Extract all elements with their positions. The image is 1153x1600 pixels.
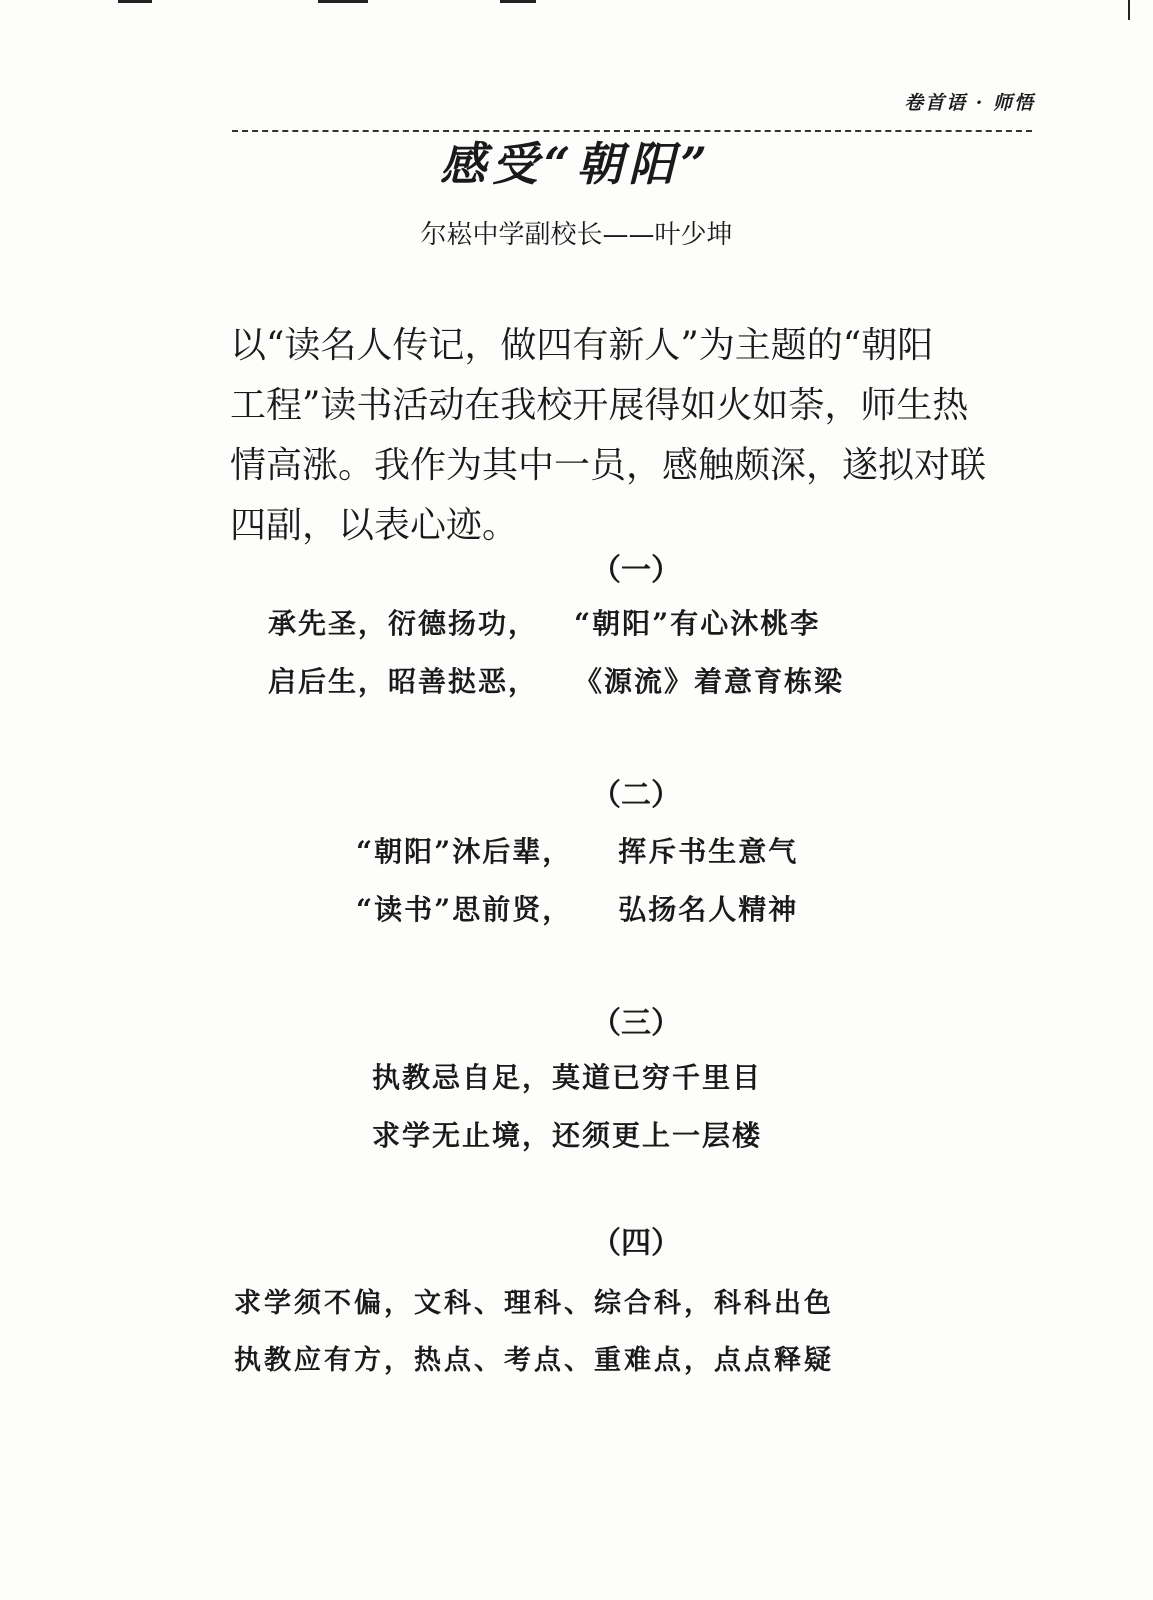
intro-line: 工程”读书活动在我校开展得如火如荼，师生热: [230, 385, 969, 426]
scan-mark-top-left: [118, 0, 152, 3]
couplet-line: 求学无止境，还须更上一层楼: [372, 1119, 763, 1152]
scan-mark-top-mid: [318, 0, 368, 3]
section-number-4: （四）: [591, 1226, 681, 1261]
running-head: 卷首语 · 师悟: [904, 92, 1035, 114]
couplet-first-half: 启后生，昭善挞恶，: [268, 665, 539, 698]
couplet-line: 执教应有方，热点、考点、重难点，点点释疑: [234, 1345, 834, 1376]
intro-paragraph: [230, 316, 1030, 556]
intro-line: 四副，以表心迹。: [230, 505, 519, 546]
couplet-line: 求学须不偏，文科、理科、综合科，科科出色: [234, 1288, 834, 1319]
intro-line: 情高涨。我作为其中一员，感触颇深，遂拟对联: [230, 445, 987, 486]
couplet-first-half: “朝阳”沐后辈，: [356, 835, 573, 868]
couplet-second-half: 弘扬名人精神: [618, 893, 799, 926]
article-title: 感受“朝阳”: [440, 137, 713, 191]
scan-mark-top-right: [1128, 0, 1130, 20]
section-number-3: （三）: [591, 1006, 681, 1041]
couplet-first-half: “读书”思前贤，: [356, 893, 573, 926]
couplet-line: [356, 830, 798, 870]
couplet-line: [356, 888, 798, 928]
couplet-second-half: 《源流》着意育栋梁: [574, 665, 845, 698]
couplet-line: [268, 660, 844, 700]
couplet-second-half: “朝阳”有心沐桃李: [574, 607, 821, 640]
author-byline: 尔崧中学副校长——叶少坤: [420, 220, 733, 250]
section-number-2: （二）: [591, 778, 681, 813]
couplet-first-half: 承先圣，衍德扬功，: [268, 607, 539, 640]
scan-mark-top-mid2: [500, 0, 536, 3]
couplet-second-half: 挥斥书生意气: [618, 835, 799, 868]
couplet-line: 执教忌自足，莫道已穷千里目: [372, 1061, 763, 1094]
couplet-line: [268, 602, 820, 642]
section-number-1: （一）: [591, 553, 681, 588]
intro-line: 以“读名人传记，做四有新人”为主题的“朝阳: [230, 325, 934, 366]
